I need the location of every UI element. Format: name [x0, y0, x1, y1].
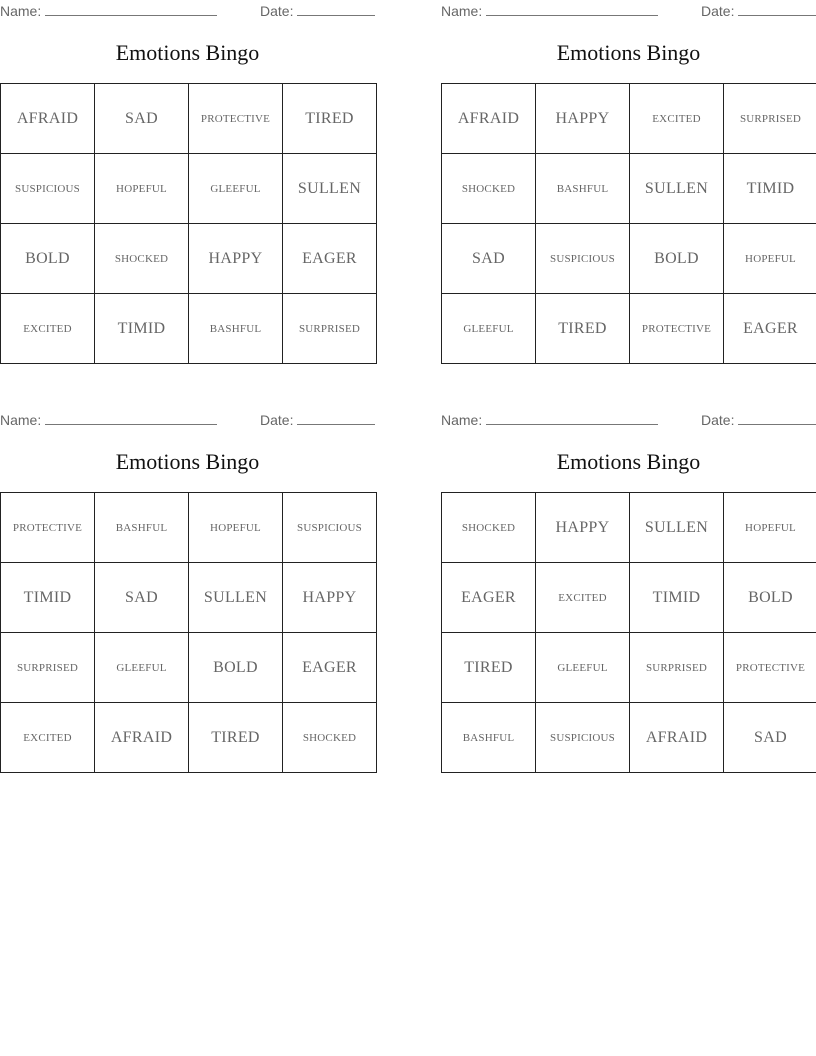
- name-field[interactable]: [0, 2, 217, 19]
- name-label: Name:: [441, 412, 483, 428]
- date-blank-line[interactable]: [297, 2, 375, 16]
- card-title: Emotions Bingo: [115, 449, 260, 474]
- bingo-grid: [0, 492, 377, 773]
- name-field[interactable]: [441, 411, 658, 428]
- grid-cell: GLEEFUL: [189, 154, 283, 224]
- grid-cell: EXCITED: [630, 84, 724, 154]
- name-label: Name:: [0, 3, 42, 19]
- grid-cell: EAGER: [283, 224, 377, 294]
- grid-cell: GLEEFUL: [442, 294, 536, 364]
- grid-cell: SURPRISED: [630, 633, 724, 703]
- bingo-grid: [0, 83, 377, 364]
- grid-cell: PROTECTIVE: [724, 633, 816, 703]
- bingo-card-2: [441, 0, 816, 365]
- bingo-card-3: [0, 409, 375, 774]
- grid-cell: TIRED: [189, 703, 283, 773]
- grid-row: [1, 84, 377, 154]
- grid-cell: TIMID: [724, 154, 816, 224]
- name-field[interactable]: [0, 411, 217, 428]
- grid-cell: GLEEFUL: [536, 633, 630, 703]
- grid-cell: HAPPY: [536, 84, 630, 154]
- bingo-card-4: [441, 409, 816, 774]
- name-label: Name:: [0, 412, 42, 428]
- grid-cell: TIRED: [283, 84, 377, 154]
- grid-cell: HAPPY: [189, 224, 283, 294]
- grid-cell: AFRAID: [630, 703, 724, 773]
- grid-row: [442, 633, 816, 703]
- grid-row: [1, 633, 377, 703]
- grid-cell: SAD: [724, 703, 816, 773]
- grid-row: [442, 84, 816, 154]
- grid-cell: BASHFUL: [189, 294, 283, 364]
- date-label: Date:: [701, 412, 735, 428]
- grid-cell: SAD: [95, 563, 189, 633]
- grid-cell: BOLD: [1, 224, 95, 294]
- date-label: Date:: [701, 3, 735, 19]
- date-field[interactable]: [701, 2, 816, 19]
- grid-cell: PROTECTIVE: [630, 294, 724, 364]
- grid-cell: AFRAID: [95, 703, 189, 773]
- date-label: Date:: [260, 3, 294, 19]
- grid-cell: SULLEN: [630, 493, 724, 563]
- date-label: Date:: [260, 412, 294, 428]
- grid-cell: SHOCKED: [442, 154, 536, 224]
- grid-cell: EXCITED: [1, 294, 95, 364]
- grid-row: [442, 224, 816, 294]
- grid-row: [442, 703, 816, 773]
- grid-cell: SUSPICIOUS: [536, 224, 630, 294]
- grid-cell: SHOCKED: [442, 493, 536, 563]
- grid-cell: SUSPICIOUS: [283, 493, 377, 563]
- date-field[interactable]: [260, 411, 375, 428]
- card-header: [441, 411, 816, 431]
- grid-row: [1, 294, 377, 364]
- name-blank-line[interactable]: [45, 411, 217, 425]
- grid-cell: SAD: [442, 224, 536, 294]
- grid-row: [1, 563, 377, 633]
- grid-cell: HOPEFUL: [724, 493, 816, 563]
- card-header: [0, 411, 375, 431]
- grid-cell: EAGER: [283, 633, 377, 703]
- grid-cell: TIRED: [442, 633, 536, 703]
- grid-cell: SULLEN: [630, 154, 724, 224]
- grid-cell: GLEEFUL: [95, 633, 189, 703]
- grid-cell: PROTECTIVE: [1, 493, 95, 563]
- grid-cell: HOPEFUL: [189, 493, 283, 563]
- grid-cell: TIMID: [95, 294, 189, 364]
- name-label: Name:: [441, 3, 483, 19]
- grid-cell: SHOCKED: [283, 703, 377, 773]
- bingo-grid: [441, 492, 816, 773]
- grid-cell: TIMID: [630, 563, 724, 633]
- bingo-grid: [441, 83, 816, 364]
- grid-cell: HOPEFUL: [724, 224, 816, 294]
- name-field[interactable]: [441, 2, 658, 19]
- grid-cell: SUSPICIOUS: [536, 703, 630, 773]
- grid-cell: SUSPICIOUS: [1, 154, 95, 224]
- grid-cell: EXCITED: [1, 703, 95, 773]
- grid-cell: HAPPY: [536, 493, 630, 563]
- grid-cell: SULLEN: [283, 154, 377, 224]
- grid-row: [442, 493, 816, 563]
- grid-cell: EAGER: [724, 294, 816, 364]
- grid-row: [1, 493, 377, 563]
- date-field[interactable]: [701, 411, 816, 428]
- grid-cell: BASHFUL: [536, 154, 630, 224]
- date-blank-line[interactable]: [738, 411, 816, 425]
- grid-cell: BASHFUL: [95, 493, 189, 563]
- bingo-card-1: [0, 0, 375, 365]
- grid-cell: TIMID: [1, 563, 95, 633]
- name-blank-line[interactable]: [45, 2, 217, 16]
- grid-cell: BOLD: [724, 563, 816, 633]
- grid-cell: HAPPY: [283, 563, 377, 633]
- grid-row: [442, 154, 816, 224]
- grid-row: [1, 703, 377, 773]
- grid-cell: SURPRISED: [724, 84, 816, 154]
- date-blank-line[interactable]: [297, 411, 375, 425]
- card-title: Emotions Bingo: [115, 40, 260, 65]
- card-header: [441, 2, 816, 22]
- card-title: Emotions Bingo: [556, 449, 701, 474]
- grid-cell: SURPRISED: [1, 633, 95, 703]
- name-blank-line[interactable]: [486, 411, 658, 425]
- grid-cell: BOLD: [189, 633, 283, 703]
- grid-row: [442, 563, 816, 633]
- grid-cell: SULLEN: [189, 563, 283, 633]
- grid-cell: TIRED: [536, 294, 630, 364]
- grid-cell: SAD: [95, 84, 189, 154]
- grid-cell: PROTECTIVE: [189, 84, 283, 154]
- grid-cell: SURPRISED: [283, 294, 377, 364]
- name-blank-line[interactable]: [486, 2, 658, 16]
- grid-row: [442, 294, 816, 364]
- date-field[interactable]: [260, 2, 375, 19]
- grid-cell: SHOCKED: [95, 224, 189, 294]
- grid-cell: EAGER: [442, 563, 536, 633]
- grid-cell: EXCITED: [536, 563, 630, 633]
- date-blank-line[interactable]: [738, 2, 816, 16]
- card-header: [0, 2, 375, 22]
- grid-row: [1, 224, 377, 294]
- grid-cell: AFRAID: [1, 84, 95, 154]
- grid-cell: BOLD: [630, 224, 724, 294]
- grid-cell: AFRAID: [442, 84, 536, 154]
- grid-cell: BASHFUL: [442, 703, 536, 773]
- card-title: Emotions Bingo: [556, 40, 701, 65]
- grid-row: [1, 154, 377, 224]
- grid-cell: HOPEFUL: [95, 154, 189, 224]
